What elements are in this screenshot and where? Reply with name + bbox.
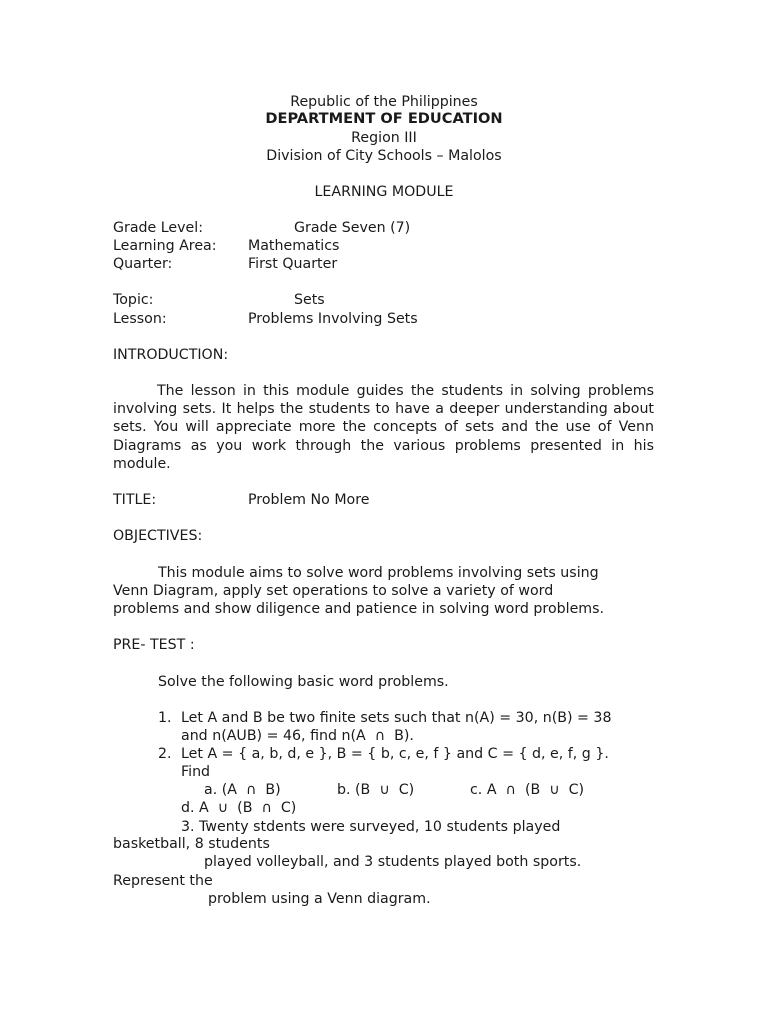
item-3-line-1: 3. Twenty stdents were surveyed, 10 students played	[181, 819, 561, 835]
learning-area-value: Mathematics	[248, 238, 340, 254]
title-label: TITLE:	[113, 492, 157, 508]
item-3-line-2: basketball, 8 students	[113, 836, 270, 852]
header-division: Division of City Schools – Malolos	[266, 148, 502, 164]
item-2-number: 2.	[158, 746, 172, 762]
item-2-option-c: c. A ∩ (B ∪ C)	[470, 782, 585, 798]
header-republic: Republic of the Philippines	[290, 94, 478, 110]
item-3-line-5: problem using a Venn diagram.	[208, 891, 431, 907]
learning-area-label: Learning Area:	[113, 238, 217, 254]
lesson-label: Lesson:	[113, 311, 167, 327]
header-department: DEPARTMENT OF EDUCATION	[265, 110, 503, 127]
introduction-heading: INTRODUCTION:	[113, 347, 229, 363]
objectives-line-1: This module aims to solve word problems involving sets using	[158, 565, 599, 581]
item-2-option-a: a. (A ∩ B)	[204, 782, 281, 798]
grade-level-label: Grade Level:	[113, 220, 203, 236]
item-2-line-1: Let A = { a, b, d, e }, B = { b, c, e, f } and C = { d, e, f, g }.	[181, 746, 609, 762]
lesson-value: Problems Involving Sets	[248, 311, 418, 327]
item-1-line-1: Let A and B be two finite sets such that n(A) = 30, n(B) = 38	[181, 710, 612, 726]
objectives-line-3: problems and show diligence and patience in solving word problems.	[113, 601, 605, 617]
introduction-text: The lesson in this module guides the students in solving problems involving sets. It helps the students to have a deeper understanding about sets. You will appreciate more the concepts of sets and the use of Venn Diagrams as you work through the various problems presented in his module.	[113, 383, 654, 472]
item-3-line-4: Represent the	[113, 873, 213, 889]
pretest-heading: PRE- TEST :	[113, 637, 195, 653]
objectives-line-2: Venn Diagram, apply set operations to solve a variety of word	[113, 583, 554, 599]
item-1-number: 1.	[158, 710, 172, 726]
title-value: Problem No More	[248, 492, 370, 508]
pretest-instruction: Solve the following basic word problems.	[158, 674, 449, 690]
topic-value: Sets	[294, 292, 325, 308]
header-region: Region III	[351, 130, 417, 146]
item-2-option-b: b. (B ∪ C)	[337, 782, 415, 798]
objectives-heading: OBJECTIVES:	[113, 528, 203, 544]
quarter-value: First Quarter	[248, 256, 338, 272]
item-3-line-3: played volleyball, and 3 students played both sports.	[204, 854, 582, 870]
topic-label: Topic:	[113, 292, 154, 308]
quarter-label: Quarter:	[113, 256, 173, 272]
item-2-option-d: d. A ∪ (B ∩ C)	[181, 800, 297, 816]
introduction-paragraph	[113, 382, 654, 473]
module-title: LEARNING MODULE	[314, 184, 454, 200]
item-2-line-2: Find	[181, 764, 211, 780]
item-1-line-2: and n(AUB) = 46, find n(A ∩ B).	[181, 728, 414, 744]
grade-level-value: Grade Seven (7)	[294, 220, 411, 236]
